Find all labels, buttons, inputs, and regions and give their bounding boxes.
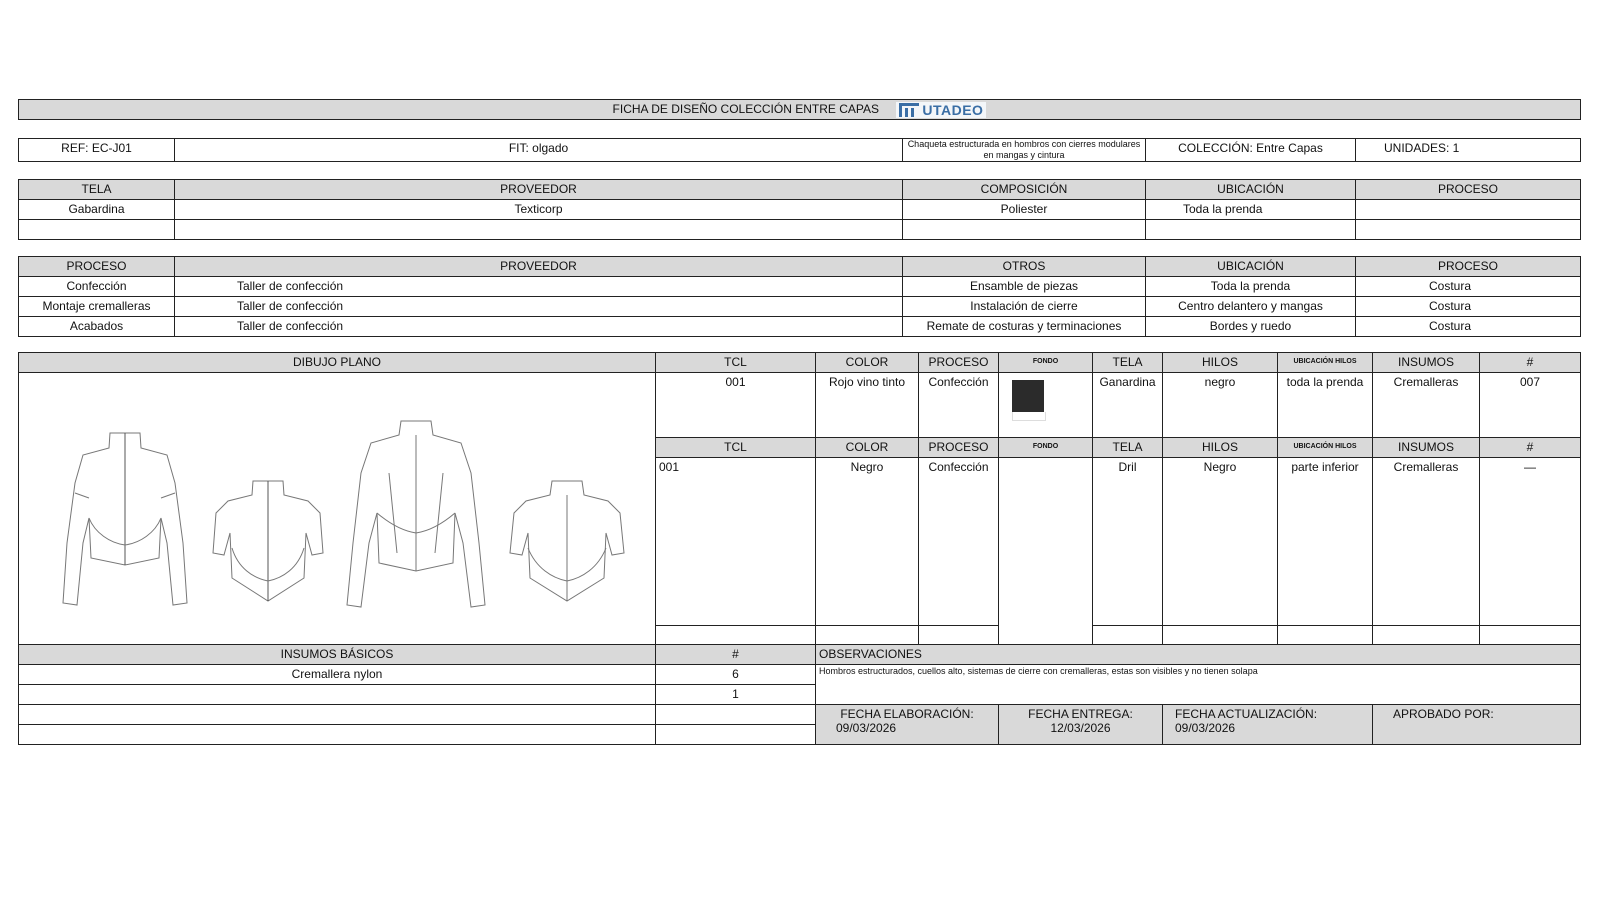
process-cell: Taller de confección: [175, 277, 903, 297]
fecha-elaboracion-value: 09/03/2026: [836, 721, 897, 735]
aprobado-label: APROBADO POR:: [1393, 707, 1494, 721]
colorway1-fondo: [999, 373, 1093, 438]
observaciones-header: OBSERVACIONES: [816, 645, 1581, 665]
insumo-name: [19, 685, 656, 705]
fecha-actualizacion-label: FECHA ACTUALIZACIÓN:: [1175, 707, 1318, 721]
colorway-header-count: #: [1480, 353, 1581, 373]
process-cell: Centro delantero y mangas: [1146, 297, 1356, 317]
insumo-name: [19, 705, 656, 725]
ref-cell: REF: EC-J01: [19, 139, 175, 162]
colorway2-insumos: Cremalleras: [1373, 458, 1480, 626]
process-header-proceso-2: PROCESO: [1356, 257, 1581, 277]
colorway-header-fondo: FONDO: [999, 438, 1093, 458]
fabric-cell: [1146, 220, 1356, 240]
observaciones-text: Hombros estructurados, cuellos alto, sistemas de cierre con cremalleras, estas son visibles y no tienen solapa: [816, 665, 1581, 705]
design-sheet: [18, 0, 1580, 900]
colorway2-ubicacion-hilos: parte inferior: [1278, 458, 1373, 626]
drawing-header: DIBUJO PLANO: [19, 353, 656, 373]
table-row: [19, 297, 1581, 317]
utadeo-logo-icon: [899, 103, 919, 117]
aprobado-cell: [1373, 705, 1581, 745]
table-row: [19, 277, 1581, 297]
colorway-header-proceso: PROCESO: [919, 353, 999, 373]
empty-cell: [1278, 626, 1373, 646]
fecha-elaboracion-cell: [816, 705, 999, 745]
jacket-front-sketch: [55, 423, 195, 613]
insumo-count: [656, 705, 816, 725]
fabric-cell: Texticorp: [175, 200, 903, 220]
fecha-entrega-value: 12/03/2026: [1050, 721, 1111, 735]
process-cell: Costura: [1356, 317, 1581, 337]
process-cell: Instalación de cierre: [903, 297, 1146, 317]
colorway-header-proceso: PROCESO: [919, 438, 999, 458]
colorway-header-fondo: FONDO: [999, 353, 1093, 373]
jacket-back-sketch: [341, 413, 491, 613]
fabric-cell: [19, 220, 175, 240]
colorway1-ubicacion-hilos: toda la prenda: [1278, 373, 1373, 438]
colorway-header-ubicacion-hilos: UBICACIÓN HILOS: [1278, 438, 1373, 458]
title-table: [18, 99, 1581, 120]
process-header-proveedor: PROVEEDOR: [175, 257, 903, 277]
insumo-count: 6: [656, 665, 816, 685]
utadeo-logo: [896, 102, 986, 118]
process-cell: Toda la prenda: [1146, 277, 1356, 297]
empty-cell: [656, 626, 816, 646]
colorway1-count: 007: [1480, 373, 1581, 438]
colorway-header-tela: TELA: [1093, 438, 1163, 458]
table-row: [19, 220, 1581, 240]
colorway-header-tela: TELA: [1093, 353, 1163, 373]
fabric-cell: [1356, 200, 1581, 220]
table-row: [19, 200, 1581, 220]
colorway1-color: Rojo vino tinto: [816, 373, 919, 438]
jacket-cropped-sketch: [208, 473, 328, 613]
fabric-table: [18, 179, 1581, 240]
colorway-header-insumos: INSUMOS: [1373, 438, 1480, 458]
fabric-header-proveedor: PROVEEDOR: [175, 180, 903, 200]
fecha-actualizacion-value: 09/03/2026: [1175, 721, 1236, 735]
colorway2-fondo: [999, 458, 1093, 646]
bottom-table: [18, 644, 1581, 745]
colorway-header-insumos: INSUMOS: [1373, 353, 1480, 373]
process-cell: Confección: [19, 277, 175, 297]
empty-cell: [816, 626, 919, 646]
colorway2-count: —: [1480, 458, 1581, 626]
colorway-header-color: COLOR: [816, 438, 919, 458]
insumo-name: [19, 725, 656, 745]
process-cell: Montaje cremalleras: [19, 297, 175, 317]
empty-cell: [919, 626, 999, 646]
colorway1-proceso: Confección: [919, 373, 999, 438]
insumos-header: INSUMOS BÁSICOS: [19, 645, 656, 665]
fabric-header-ubicacion: UBICACIÓN: [1146, 180, 1356, 200]
title-cell: [19, 100, 1581, 120]
process-cell: Costura: [1356, 297, 1581, 317]
unidades-cell: UNIDADES: 1: [1356, 139, 1581, 162]
colorway-header-count: #: [1480, 438, 1581, 458]
process-header-otros: OTROS: [903, 257, 1146, 277]
empty-cell: [1373, 626, 1480, 646]
colorway-header-tcl: TCL: [656, 353, 816, 373]
page-title: FICHA DE DISEÑO COLECCIÓN ENTRE CAPAS: [612, 102, 880, 116]
colorway2-tcl: 001: [656, 458, 816, 626]
fabric-cell: Toda la prenda: [1146, 200, 1356, 220]
colorway1-tcl: 001: [656, 373, 816, 438]
main-table: [18, 352, 1581, 646]
process-header-proceso: PROCESO: [19, 257, 175, 277]
process-table: [18, 256, 1581, 337]
process-header-ubicacion: UBICACIÓN: [1146, 257, 1356, 277]
jacket-cropped-back-sketch: [504, 473, 629, 613]
color-swatch-label: [1012, 412, 1046, 421]
process-cell: Costura: [1356, 277, 1581, 297]
fecha-actualizacion-cell: [1163, 705, 1373, 745]
colorway1-hilos: negro: [1163, 373, 1278, 438]
utadeo-logo-text: UTADEO: [922, 101, 984, 118]
fit-cell: FIT: olgado: [175, 139, 903, 162]
process-cell: Ensamble de piezas: [903, 277, 1146, 297]
flat-sketches: [19, 373, 655, 613]
insumo-count: 1: [656, 685, 816, 705]
coleccion-cell: COLECCIÓN: Entre Capas: [1146, 139, 1356, 162]
fabric-header-composicion: COMPOSICIÓN: [903, 180, 1146, 200]
description-cell: Chaqueta estructurada en hombros con cierres modulares en mangas y cintura: [903, 139, 1146, 162]
process-cell: Remate de costuras y terminaciones: [903, 317, 1146, 337]
fecha-elaboracion-label: FECHA ELABORACIÓN:: [840, 707, 974, 721]
colorway-header-ubicacion-hilos: UBICACIÓN HILOS: [1278, 353, 1373, 373]
fabric-cell: [175, 220, 903, 240]
fabric-cell: [1356, 220, 1581, 240]
empty-cell: [1480, 626, 1581, 646]
colorway-header-color: COLOR: [816, 353, 919, 373]
empty-cell: [1163, 626, 1278, 646]
empty-cell: [1093, 626, 1163, 646]
fabric-cell: Gabardina: [19, 200, 175, 220]
process-cell: Taller de confección: [175, 297, 903, 317]
info-table: [18, 138, 1581, 162]
process-cell: Bordes y ruedo: [1146, 317, 1356, 337]
color-swatch: [1012, 380, 1044, 412]
table-row: [19, 317, 1581, 337]
drawing-cell: [19, 373, 656, 646]
process-cell: Acabados: [19, 317, 175, 337]
fabric-header-tela: TELA: [19, 180, 175, 200]
fabric-cell: Poliester: [903, 200, 1146, 220]
colorway-header-hilos: HILOS: [1163, 353, 1278, 373]
process-cell: Taller de confección: [175, 317, 903, 337]
colorway1-tela: Ganardina: [1093, 373, 1163, 438]
colorway1-insumos: Cremalleras: [1373, 373, 1480, 438]
fabric-cell: [903, 220, 1146, 240]
colorway2-hilos: Negro: [1163, 458, 1278, 626]
fabric-header-proceso: PROCESO: [1356, 180, 1581, 200]
colorway-header-hilos: HILOS: [1163, 438, 1278, 458]
insumo-count: [656, 725, 816, 745]
colorway-header-tcl: TCL: [656, 438, 816, 458]
colorway2-color: Negro: [816, 458, 919, 626]
fecha-entrega-cell: [999, 705, 1163, 745]
table-row: [19, 373, 1581, 438]
insumos-count-header: #: [656, 645, 816, 665]
table-row: [19, 665, 1581, 685]
colorway2-proceso: Confección: [919, 458, 999, 626]
insumo-name: Cremallera nylon: [19, 665, 656, 685]
colorway2-tela: Dril: [1093, 458, 1163, 626]
fecha-entrega-label: FECHA ENTREGA:: [1028, 707, 1133, 721]
table-row: [19, 705, 1581, 725]
